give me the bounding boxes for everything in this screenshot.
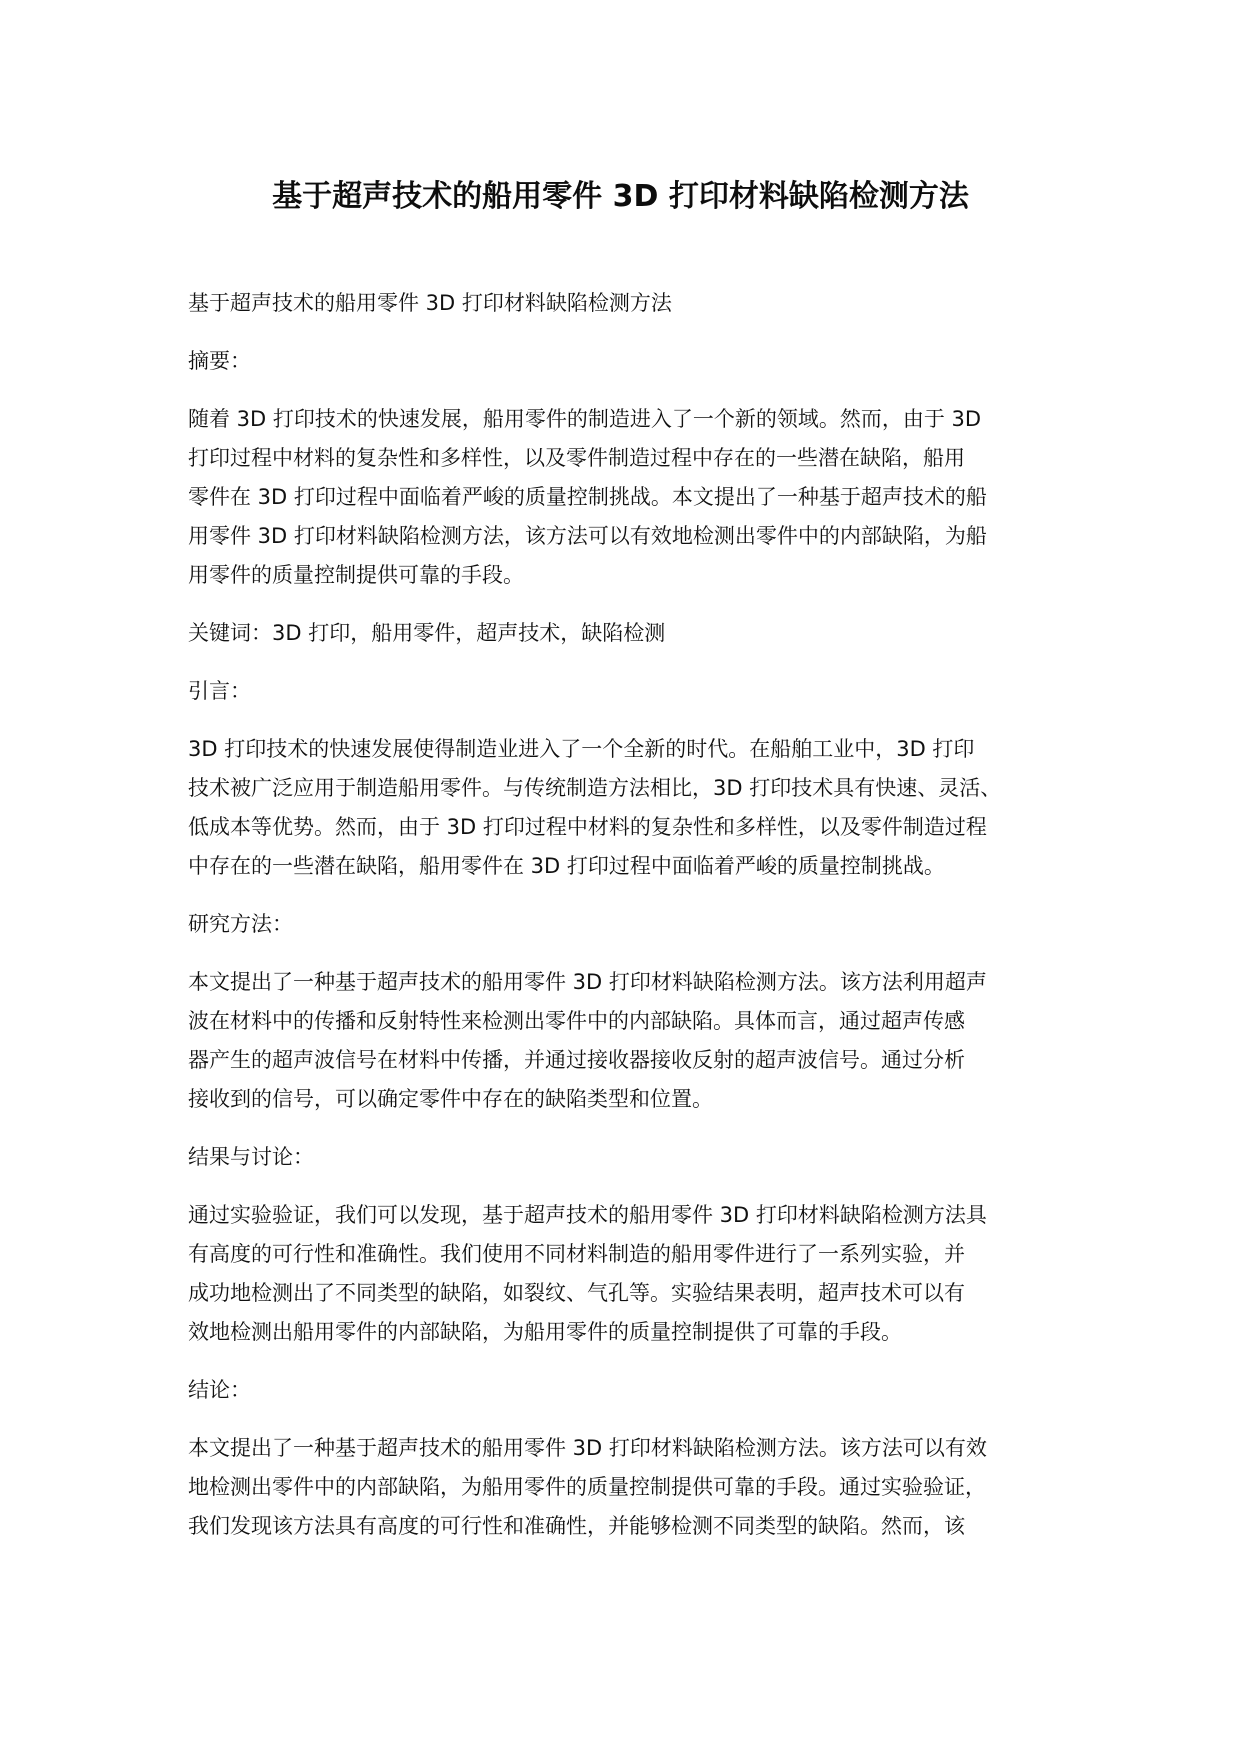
abstract-line: 用零件 3D 打印材料缺陷检测方法，该方法可以有效地检测出零件中的内部缺陷，为船 xyxy=(188,524,987,548)
abstract-line: 用零件的质量控制提供可靠的手段。 xyxy=(188,563,524,587)
results-line: 有高度的可行性和准确性。我们使用不同材料制造的船用零件进行了一系列实验，并 xyxy=(188,1242,965,1266)
conclusion-heading: 结论： xyxy=(188,1378,251,1402)
keywords-line: 关键词：3D 打印，船用零件，超声技术，缺陷检测 xyxy=(188,621,666,645)
abstract-line: 随着 3D 打印技术的快速发展，船用零件的制造进入了一个新的领域。然而，由于 3D xyxy=(188,407,982,431)
conclusion-line: 本文提出了一种基于超声技术的船用零件 3D 打印材料缺陷检测方法。该方法可以有效 xyxy=(188,1436,987,1460)
results-paragraph xyxy=(188,1196,1068,1352)
methods-line: 波在材料中的传播和反射特性来检测出零件中的内部缺陷。具体而言，通过超声传感 xyxy=(188,1009,965,1033)
intro-line: 中存在的一些潜在缺陷，船用零件在 3D 打印过程中面临着严峻的质量控制挑战。 xyxy=(188,854,945,878)
intro-heading: 引言： xyxy=(188,679,251,703)
abstract-heading: 摘要： xyxy=(188,349,251,373)
intro-line: 3D 打印技术的快速发展使得制造业进入了一个全新的时代。在船舶工业中，3D 打印 xyxy=(188,737,975,761)
abstract-line: 打印过程中材料的复杂性和多样性，以及零件制造过程中存在的一些潜在缺陷，船用 xyxy=(188,446,965,470)
conclusion-paragraph xyxy=(188,1429,1068,1546)
document-body xyxy=(188,284,1068,1565)
methods-line: 本文提出了一种基于超声技术的船用零件 3D 打印材料缺陷检测方法。该方法利用超声 xyxy=(188,970,987,994)
methods-line: 接收到的信号，可以确定零件中存在的缺陷类型和位置。 xyxy=(188,1087,713,1111)
document-title: 基于超声技术的船用零件 3D 打印材料缺陷检测方法 xyxy=(272,179,969,214)
results-line: 通过实验验证，我们可以发现，基于超声技术的船用零件 3D 打印材料缺陷检测方法具 xyxy=(188,1203,987,1227)
methods-heading: 研究方法： xyxy=(188,912,293,936)
results-line: 成功地检测出了不同类型的缺陷，如裂纹、气孔等。实验结果表明，超声技术可以有 xyxy=(188,1281,965,1305)
intro-line: 技术被广泛应用于制造船用零件。与传统制造方法相比，3D 打印技术具有快速、灵活、 xyxy=(188,776,1002,800)
intro-line: 低成本等优势。然而，由于 3D 打印过程中材料的复杂性和多样性，以及零件制造过程 xyxy=(188,815,987,839)
intro-paragraph xyxy=(188,730,1068,886)
methods-line: 器产生的超声波信号在材料中传播，并通过接收器接收反射的超声波信号。通过分析 xyxy=(188,1048,965,1072)
abstract-paragraph xyxy=(188,400,1068,595)
methods-paragraph xyxy=(188,963,1068,1119)
results-heading: 结果与讨论： xyxy=(188,1145,314,1169)
results-line: 效地检测出船用零件的内部缺陷，为船用零件的质量控制提供了可靠的手段。 xyxy=(188,1320,902,1344)
conclusion-line: 地检测出零件中的内部缺陷，为船用零件的质量控制提供可靠的手段。通过实验验证， xyxy=(188,1475,986,1499)
abstract-line: 零件在 3D 打印过程中面临着严峻的质量控制挑战。本文提出了一种基于超声技术的船 xyxy=(188,485,987,509)
conclusion-line: 我们发现该方法具有高度的可行性和准确性，并能够检测不同类型的缺陷。然而，该 xyxy=(188,1514,965,1538)
document-subtitle: 基于超声技术的船用零件 3D 打印材料缺陷检测方法 xyxy=(188,291,672,315)
